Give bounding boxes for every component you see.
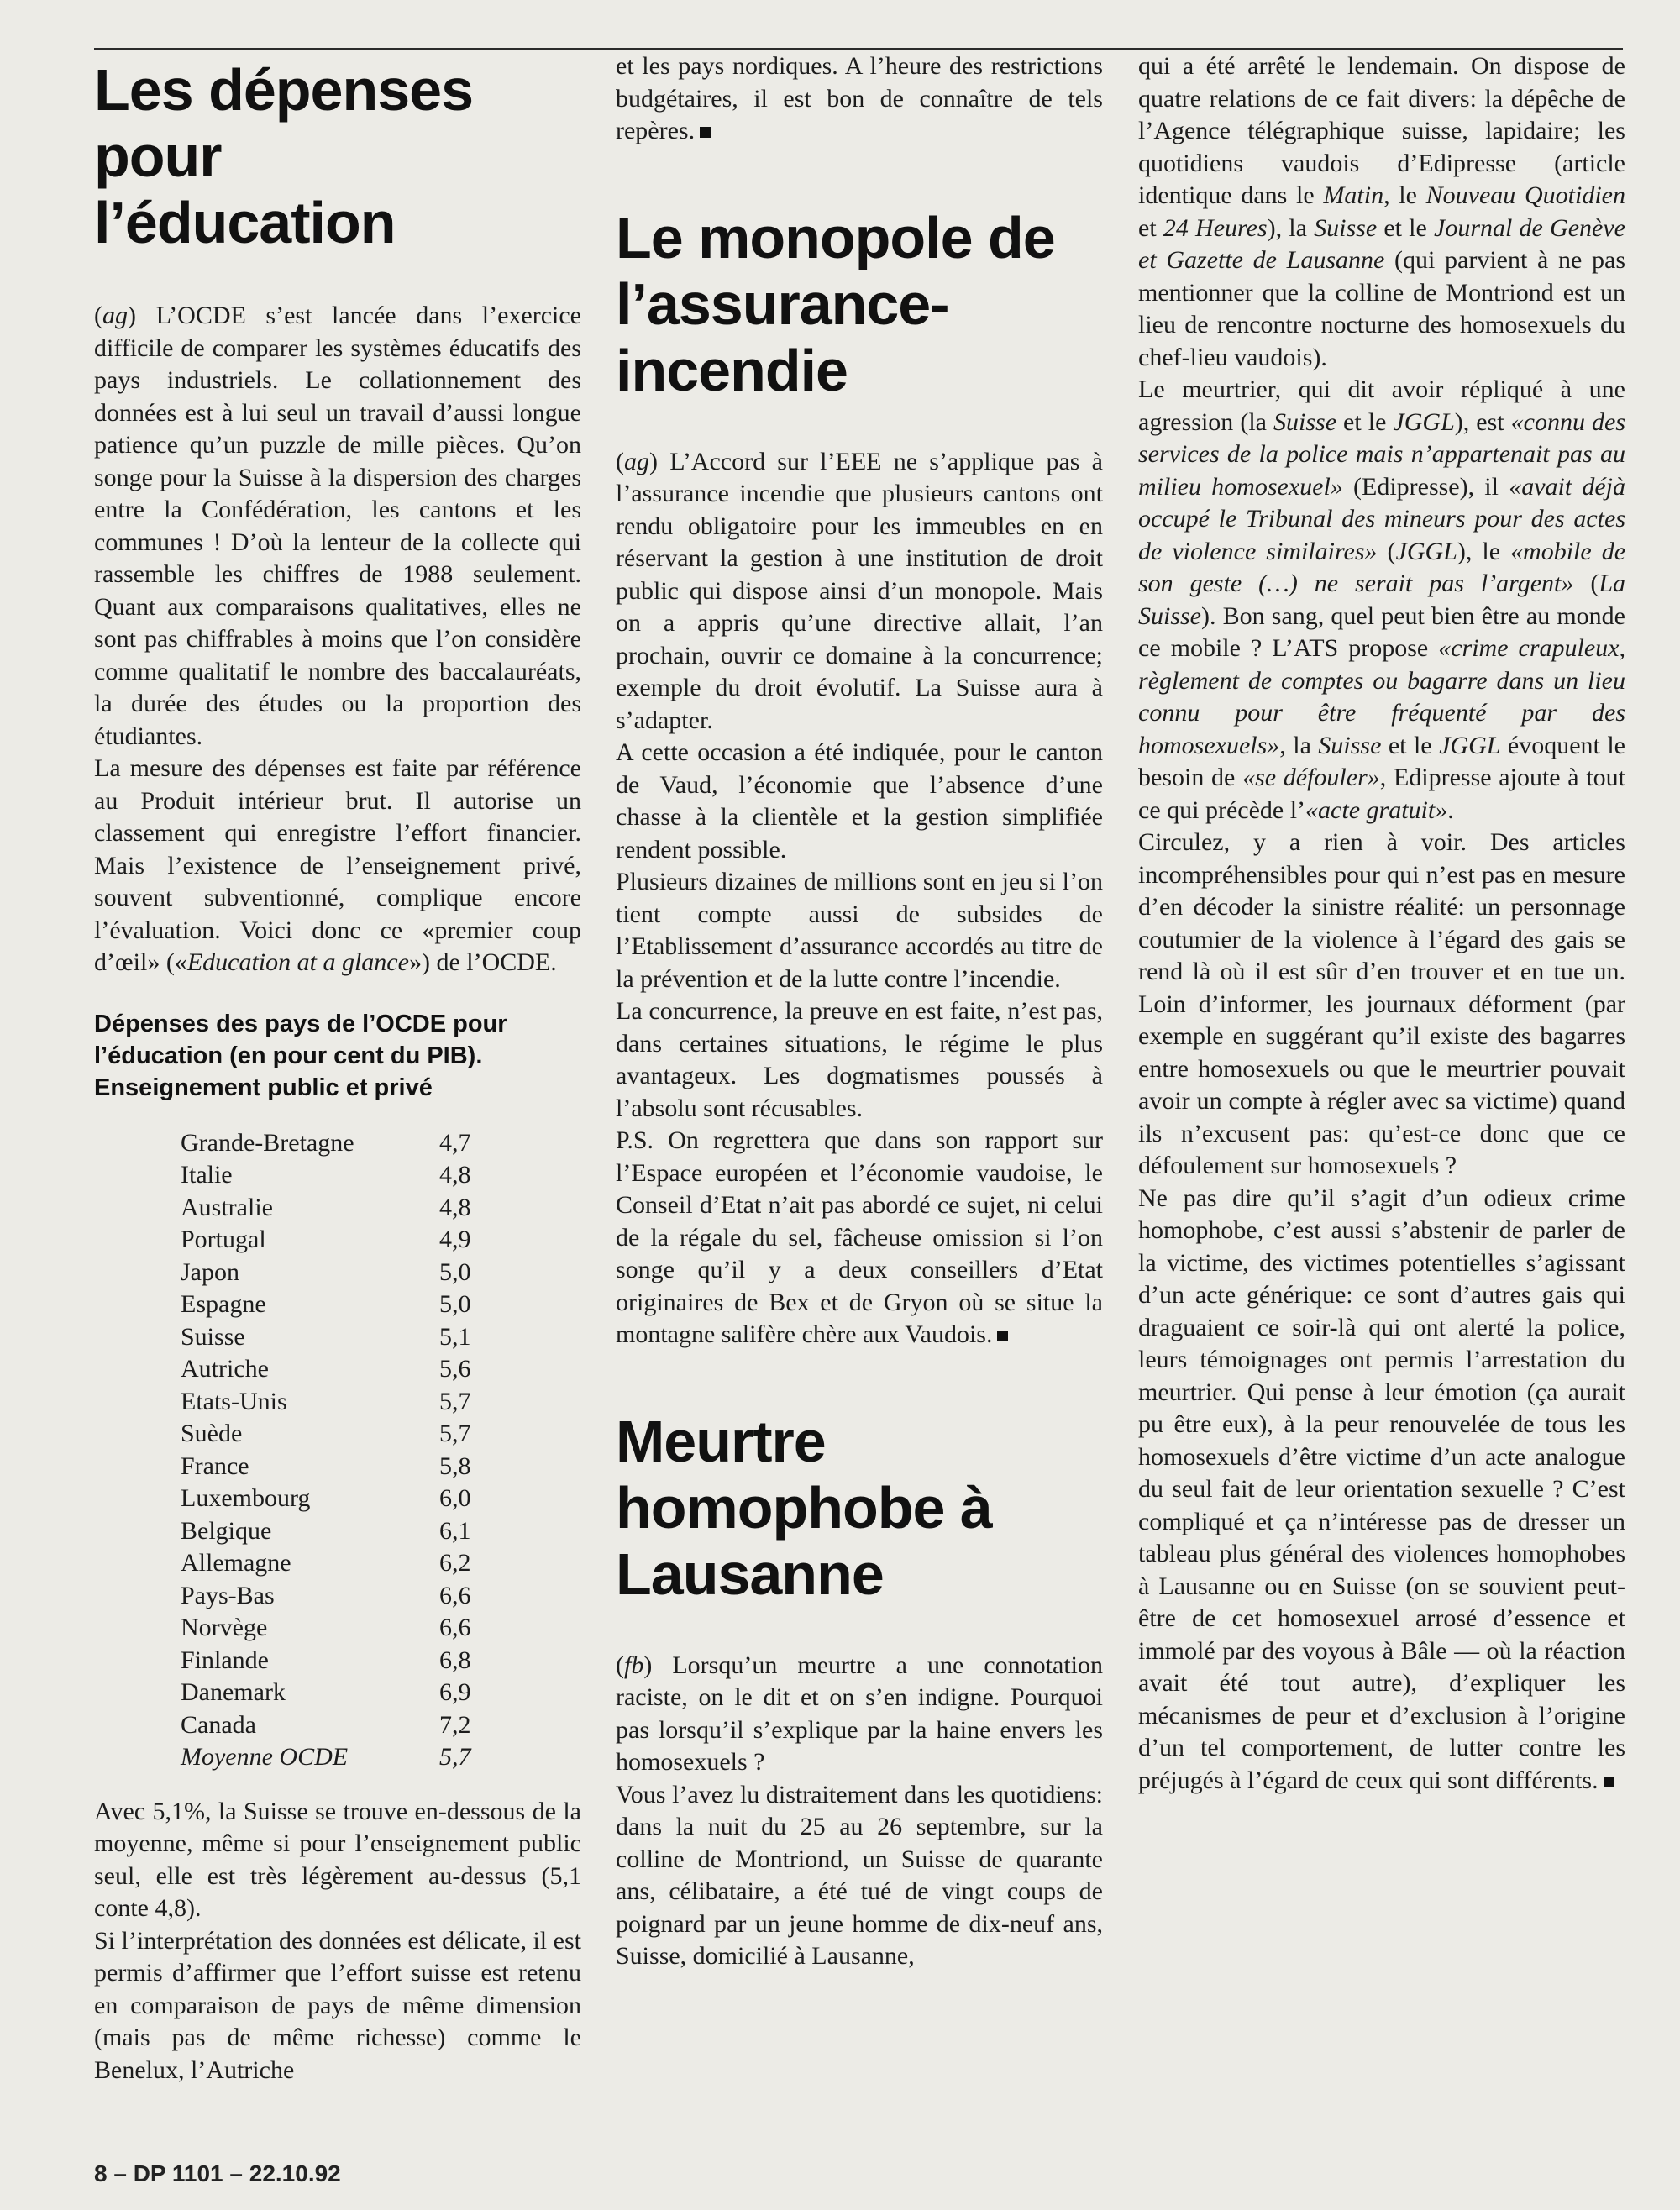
article-3-paragraph-6 [1138, 1183, 1625, 1798]
quote: «avait déjà occupé le Tribunal des mineurs pour des actes de violence similaires» [1138, 472, 1626, 565]
table-title-line: Enseignement public et privé [94, 1074, 433, 1101]
newspaper-name: Suisse [1273, 407, 1337, 436]
article-1-paragraph-5 [616, 50, 1103, 148]
country-cell: Suède [181, 1420, 243, 1447]
country-cell: France [181, 1451, 249, 1480]
newspaper-name: Matin [1323, 181, 1384, 209]
value-cell: 6,6 [439, 1581, 471, 1609]
paragraph-text: et les pays nordiques. A l’heure des restrictions budgétaires, il est bon de connaître de tels repères. [616, 52, 1103, 144]
paragraph-text: La mesure des dépenses est faite par référence au Produit intérieur brut. Il autorise un classement qui enregistre l’effort financier. Mais l’existence de l’enseignement privé, souvent subventionné, complique encore l’évaluation. Voici donc ce «premier coup d’œil» (« [94, 754, 581, 976]
country-cell: Norvège [181, 1614, 268, 1641]
headline-line: Lausanne [616, 1541, 884, 1607]
table-row [181, 1580, 471, 1613]
article-2-paragraph-1: (ag) L’Accord sur l’EEE ne s’applique pas à l’assurance incendie que plusieurs cantons ont rendu obligatoire pour les immeubles en en réservant la gestion à une institution de droit public qui dispose ainsi d’un monopole. Mais on a appris qu’une directive allait, l’an prochain, ouvrir ce domaine à la concurrence; exemple du droit évolutif. La Suisse aura à s’adapter. [616, 447, 1103, 734]
value-cell: 5,7 [439, 1743, 471, 1771]
value-cell: 6,9 [439, 1678, 471, 1706]
country-cell: Espagne [181, 1290, 266, 1318]
headline-line: incendie [616, 337, 848, 403]
table-row [181, 1483, 471, 1515]
table-row [181, 1547, 471, 1580]
value-cell: 4,8 [439, 1161, 471, 1189]
paragraph-text: évoquent le besoin de [1138, 731, 1625, 791]
table-row [181, 1677, 471, 1709]
paragraph-text: ( [1573, 570, 1599, 597]
headline-line: Le monopole de [616, 204, 1055, 270]
country-cell: Portugal [181, 1226, 266, 1253]
article-1-headline [94, 57, 581, 256]
value-cell: 5,1 [439, 1322, 471, 1351]
author-tag: ag [102, 302, 128, 329]
article-2-paragraph-4: La concurrence, la preuve en est faite, n’est pas, dans certaines situations, le régime le plus avantageux. Les dogmatismes poussés à l’absolu sont récusables. [616, 997, 1103, 1122]
headline-line: l’éducation [94, 190, 396, 255]
table-row [181, 1645, 471, 1677]
value-cell: 5,0 [439, 1257, 471, 1286]
paragraph-text: L’OCDE s’est lancée dans l’exercice difficile de comparer les systèmes éducatifs des pays industriels. Le collationnement des données est à lui seul un travail d’aussi longue patience qu’un puzzle de mille pièces. Qu’on songe pour la Suisse à la dispersion des charges entre la Confédération, les cantons et les communes ! D’où la lenteur de la collecte qui rassemble les chiffres de 1988 seulement. Quant aux comparaisons qualitatives, elles ne sont pas chiffrables à moins que l’on considère comme qualitatif le nombre des baccalauréats, la durée des études ou la proportion des étudiantes. [94, 302, 581, 750]
newspaper-name: JGGL [1439, 731, 1501, 759]
column-1 [94, 50, 581, 2087]
article-3-headline [616, 1409, 1103, 1608]
article-2-paragraph-2: A cette occasion a été indiquée, pour le canton de Vaud, l’économie que l’absence d’une chasse à la clientèle et la gestion simplifiée rendent possible. [616, 738, 1103, 864]
end-of-article-mark [997, 1331, 1008, 1341]
end-of-article-mark [700, 127, 711, 138]
headline-line: Meurtre [616, 1408, 826, 1474]
table-row [181, 1289, 471, 1321]
country-cell: Canada [181, 1710, 256, 1739]
article-2-paragraph-3: Plusieurs dizaines de millions sont en jeu si l’on tient compte aussi de subsides de l’Etablissement d’assurance accordés au titre de la prévention et de la lutte contre l’incendie. [616, 868, 1103, 993]
article-3-paragraph-2: Vous l’avez lu distraitement dans les quotidiens: dans la nuit du 25 au 26 septembre, sur la colline de Montriond, un Suisse de quarante ans, célibataire, a été tué de vingt coups de poignard par un jeune homme de dix-neuf ans, Suisse, domicilié à Lausanne, [616, 1780, 1103, 1970]
paragraph-text: et le [1377, 213, 1435, 242]
paragraph-text: et [1138, 213, 1163, 242]
article-2-paragraph-5 [616, 1125, 1103, 1352]
country-cell: Etats-Unis [181, 1387, 287, 1415]
paragraph-text: et le [1336, 407, 1394, 436]
country-cell: Belgique [181, 1516, 272, 1545]
table-row [181, 1612, 471, 1645]
headline-line: homophobe à [616, 1474, 992, 1541]
value-cell: 5,0 [439, 1290, 471, 1318]
paragraph-text: ), est [1454, 407, 1511, 436]
country-cell: Grande-Bretagne [181, 1128, 354, 1157]
table-row [181, 1159, 471, 1192]
paragraph-text: Le meurtrier, qui dit avoir répliqué à une agression (la [1138, 375, 1625, 436]
country-cell: Australie [181, 1193, 273, 1221]
quote: «mobile de son geste (…) ne serait pas l’argent» [1138, 537, 1626, 597]
value-cell: 4,9 [439, 1226, 471, 1253]
page-footer: 8 – DP 1101 – 22.10.92 [94, 2160, 341, 2186]
article-1-paragraph-4: Si l’interprétation des données est délicate, il est permis d’affirmer que l’effort suisse est retenu en comparaison de pays de même dimension (mais pas de même richesse) comme le Benelux, l’Autriche [94, 1926, 581, 2084]
value-cell: 7,2 [439, 1710, 471, 1739]
author-tag: ag [624, 447, 649, 475]
table-row [181, 1451, 471, 1483]
table-row [181, 1224, 471, 1257]
table-row [181, 1257, 471, 1289]
end-of-article-mark [1604, 1777, 1614, 1787]
newspaper-name: Suisse [1314, 213, 1378, 242]
paragraph-text: qui a été arrêté le lendemain. On dispose de quatre relations de ce fait divers: la dépêche de l’Agence télégraphique suisse, lapidaire; les quotidiens vaudois d’Edipresse (article identique dans le [1138, 52, 1625, 209]
quote: «crime crapuleux, règlement de comptes ou bagarre dans un lieu connu pour être fréquenté par des homosexuels» [1138, 634, 1625, 759]
newspaper-name: Nouveau Quotidien [1425, 181, 1625, 209]
article-3-paragraph-3 [1138, 50, 1625, 374]
paragraph-text: , Edipresse ajoute à tout ce qui précède l’ [1138, 764, 1626, 824]
author-tag: fb [624, 1651, 644, 1679]
value-cell: 6,6 [439, 1614, 471, 1641]
value-cell: 4,8 [439, 1193, 471, 1221]
newspaper-name: JGGL [1393, 407, 1455, 436]
table-row-average [181, 1741, 471, 1774]
column-3 [1138, 50, 1625, 1797]
newspaper-name: 24 Heures [1163, 213, 1268, 242]
value-cell: 6,0 [439, 1484, 471, 1512]
quote: «acte gratuit» [1305, 795, 1448, 824]
paragraph-text: , la [1279, 731, 1319, 759]
article-1-paragraph-2 [94, 753, 581, 979]
value-cell: 5,6 [439, 1355, 471, 1383]
table-row [181, 1127, 471, 1160]
country-cell: Pays-Bas [181, 1581, 275, 1609]
country-cell: Finlande [181, 1646, 269, 1674]
value-cell: 6,1 [439, 1516, 471, 1545]
table-row [181, 1515, 471, 1548]
column-2 [616, 50, 1103, 1973]
article-3-paragraph-4 [1138, 374, 1625, 827]
paragraph-text: L’Accord sur l’EEE ne s’applique pas à l’assurance incendie que plusieurs cantons ont rendu obligatoire pour les immeubles en en réservant la gestion à une institution de droit public qui dispose ainsi d’un monopole. Mais on a appris qu’une directive allait, l’an prochain, ouvrir ce domaine à la concurrence; exemple du droit évolutif. La Suisse aura à s’adapter. [616, 447, 1103, 734]
education-spending-table [181, 1127, 471, 1774]
article-3-paragraph-1: (fb) Lorsqu’un meurtre a une connotation raciste, on le dit et on s’en indigne. Pourquoi pas lorsqu’il s’explique par la haine envers les homosexuels ? [616, 1651, 1103, 1776]
table-row [181, 1192, 471, 1225]
table-title-line: Dépenses des pays de l’OCDE pour [94, 1010, 507, 1037]
table-row [181, 1418, 471, 1451]
value-cell: 6,8 [439, 1646, 471, 1674]
country-cell: Italie [181, 1161, 233, 1189]
paragraph-text: (qui parvient à ne pas mentionner que la colline de Montriond est un lieu de rencontre nocturne des homosexuels du chef-lieu vaudois). [1138, 246, 1625, 371]
paragraph-text: ), le [1457, 537, 1511, 565]
paragraph-text: ») de l’OCDE. [408, 948, 557, 976]
paragraph-text: ), la [1267, 213, 1315, 242]
country-cell: Danemark [181, 1678, 286, 1706]
table-title [94, 1008, 581, 1104]
paragraph-text: ). Bon sang, quel peut bien être au monde ce mobile ? L’ATS propose [1138, 601, 1625, 662]
newspaper-name: Journal de Genève et Gazette de Lausanne [1138, 213, 1625, 274]
article-3-paragraph-5: Circulez, y a rien à voir. Des articles incompréhensibles pour qui n’est pas en mesure d’en décoder la sinistre réalité: un personnage coutumier de la violence à l’égard des gais se rend là où il est sûr d’en trouver et en tue un. Loin d’informer, les journaux déforment (par exemple en suggérant qu’il existe des bagarres entre homosexuels ou que le meurtrier pouvait avoir un compte à régler avec sa victime) quand ils n’excusent pas: qu’est-ce donc que ce défoulement sur homosexuels ? [1138, 828, 1625, 1179]
article-1-paragraph-3: Avec 5,1%, la Suisse se trouve en-dessous de la moyenne, même si pour l’enseignement public seul, elle est très légèrement au-dessus (5,1 conte 4,8). [94, 1797, 581, 1922]
newspaper-name: JGGL [1395, 537, 1457, 565]
value-cell: 6,2 [439, 1549, 471, 1577]
quote: «connu des services de la police mais n’appartenait pas au milieu homosexuel» [1138, 407, 1625, 501]
table-row [181, 1353, 471, 1386]
paragraph-text: (Edipresse), il [1342, 472, 1509, 501]
table-row [181, 1709, 471, 1742]
paragraph-text: Lorsqu’un meurtre a une connotation raciste, on le dit et on s’en indigne. Pourquoi pas lorsqu’il s’explique par la haine envers les homosexuels ? [616, 1651, 1103, 1776]
headline-line: l’assurance- [616, 270, 949, 337]
newspaper-name: Suisse [1318, 731, 1382, 759]
value-cell: 5,7 [439, 1420, 471, 1447]
paragraph-text: . [1447, 795, 1454, 824]
newspaper-name: La Suisse [1138, 570, 1625, 630]
paragraph-text: Ne pas dire qu’il s’agit d’un odieux crime homophobe, c’est aussi s’abstenir de parler de la victime, des victimes potentielles s’agissant d’un acte générique: ce sont d’autres gais qui draguaient ce soir-là qui ont alerté la police, leurs témoignages ont permis l’arrestation du meurtrier. Qui pense à leur émotion (ça aurait pu être eux), à la peur renouvelée de tous les homosexuels d’être victime d’un acte analogue du seul fait de leur orientation sexuelle ? C’est compliqué et ça n’intéresse pas de dresser un tableau plus général des violences homophobes à Lausanne ou en Suisse (on se souvient peut-être de cet homosexuel arrosé d’essence et immolé par des voyous à Bâle — où la réaction avait été tout autre), d’expliquer les mécanismes de peur et d’exclusion à l’origine d’un tel comportement, de lutter contre les préjugés à l’égard de ceux qui sont différents. [1138, 1184, 1625, 1794]
article-1-paragraph-1: (ag) L’OCDE s’est lancée dans l’exercice difficile de comparer les systèmes éducatifs des pays industriels. Le collationnement des données est à lui seul un travail d’aussi longue patience qu’un puzzle de mille pièces. Qu’on songe pour la Suisse à la dispersion des charges entre la Confédération, les cantons et les communes ! D’où la lenteur de la collecte qui rassemble les chiffres de 1988 seulement. Quant aux comparaisons qualitatives, elles ne sont pas chiffrables à moins que l’on considère comme qualitatif le nombre des baccalauréats, la durée des études ou la proportion des étudiantes. [94, 302, 581, 750]
table-title-line: l’éducation (en pour cent du PIB). [94, 1042, 483, 1069]
country-cell: Suisse [181, 1322, 245, 1351]
paragraph-italic: Education at a glance [186, 948, 409, 976]
country-cell: Luxembourg [181, 1484, 311, 1512]
paragraph-text: et le [1381, 731, 1440, 759]
paragraph-text: ( [1377, 537, 1396, 565]
headline-line: Les dépenses pour [94, 57, 473, 189]
country-cell: Autriche [181, 1355, 269, 1383]
value-cell: 5,8 [439, 1451, 471, 1480]
quote: «se défouler» [1242, 764, 1380, 791]
country-cell: Moyenne OCDE [181, 1743, 349, 1771]
value-cell: 4,7 [439, 1128, 471, 1157]
country-cell: Allemagne [181, 1549, 291, 1577]
paragraph-text: P.S. On regrettera que dans son rapport sur l’Espace européen et l’économie vaudoise, le Conseil d’Etat n’ait pas abordé ce sujet, ni celui de la régale du sel, fâcheuse omission si l’on songe qu’il y a deux conseillers d’Etat originaires de Bex et de Gryon où se situe la montagne salifère chère aux Vaudois. [616, 1126, 1103, 1348]
table-row [181, 1386, 471, 1419]
table-row [181, 1321, 471, 1354]
article-2-headline [616, 205, 1103, 404]
paragraph-text: , le [1383, 181, 1426, 209]
value-cell: 5,7 [439, 1387, 471, 1415]
country-cell: Japon [181, 1257, 239, 1286]
